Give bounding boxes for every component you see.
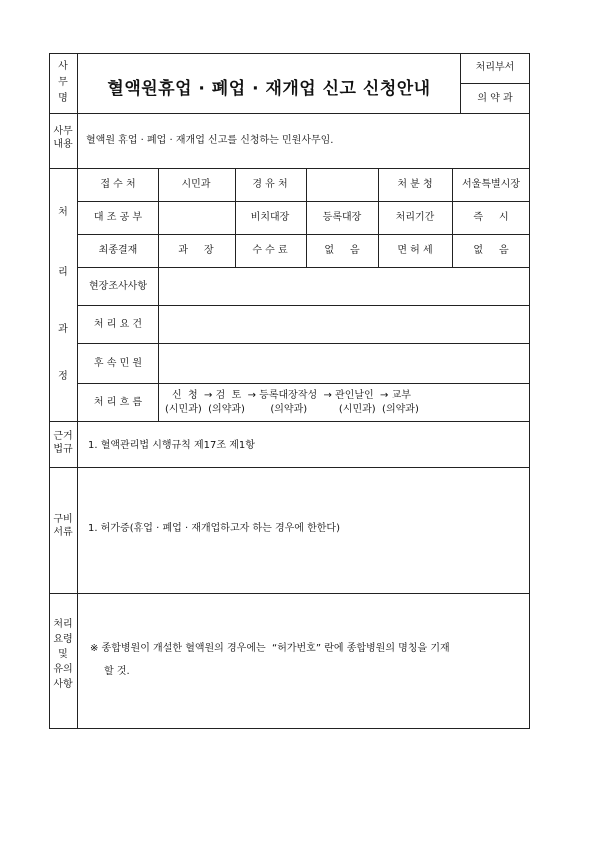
row-line-content	[49, 168, 530, 169]
process-row-3	[77, 267, 530, 268]
border-top	[49, 53, 530, 54]
process-row-1	[77, 201, 530, 202]
process-col-5	[452, 168, 453, 267]
basis-label: 근거 법규	[53, 431, 73, 455]
row-line-basis	[49, 467, 530, 468]
basis-text: 1. 혈액관리법 시행규칙 제17조 제1항	[88, 440, 255, 451]
row-line-header	[49, 113, 530, 114]
process-col-4	[378, 168, 379, 267]
book-label: 비치대장	[250, 212, 290, 223]
dept-label: 처리부서	[475, 62, 515, 73]
process-row-5	[77, 343, 530, 344]
content-label: 사무 내용	[53, 126, 73, 150]
flow-steps: 신 청 → 검 토 → 등록대장작성 → 관인날인 → 교부	[172, 390, 411, 401]
requirement-label: 처 리 요 건	[93, 319, 143, 330]
fee-label: 수 수 료	[252, 245, 288, 256]
reception-value: 시민과	[181, 179, 211, 190]
period-value: 즉 시	[473, 212, 509, 223]
process-col-2	[235, 168, 236, 267]
license-tax-label: 면 허 세	[397, 245, 433, 256]
reception-label: 접 수 처	[100, 179, 136, 190]
period-label: 처리기간	[395, 212, 435, 223]
dept-value: 의 약 과	[477, 93, 513, 104]
final-approval-value: 과 장	[178, 245, 214, 256]
ledger-label: 대 조 공 부	[93, 212, 143, 223]
process-row-6	[77, 383, 530, 384]
process-side-1: 처	[58, 207, 68, 218]
header-divider-left	[77, 53, 78, 729]
branch-label: 처 분 청	[397, 179, 433, 190]
process-side-4: 정	[58, 371, 68, 382]
process-side-2: 리	[58, 267, 68, 278]
header-dept-split	[460, 83, 530, 84]
branch-value: 서울특별시장	[462, 179, 520, 190]
via-label: 경 유 처	[252, 179, 288, 190]
documents-label: 구비 서류	[53, 514, 73, 538]
notes-line-1: ※ 종합병원이 개설한 혈액원의 경우에는 “허가번호” 란에 종합병원의 명칭을 기재	[90, 643, 450, 654]
page-title: 혈액원휴업 · 폐업 · 재개업 신고 신청안내	[107, 79, 431, 99]
flow-label: 처 리 흐 름	[93, 397, 143, 408]
notes-label: 처리 요령 및 유의 사항	[53, 619, 73, 690]
license-tax-value: 없 음	[473, 245, 509, 256]
border-right	[529, 53, 530, 729]
final-approval-label: 최종결재	[98, 245, 138, 256]
row-line-documents	[49, 593, 530, 594]
flow-departments: (시민과) (의약과) (의약과) (시민과) (의약과)	[165, 404, 419, 415]
border-bottom	[49, 728, 530, 729]
office-label: 사 무 명	[58, 61, 68, 104]
notes-line-2: 할 것.	[104, 666, 130, 677]
process-side-3: 과	[58, 324, 68, 335]
followup-label: 후 속 민 원	[93, 358, 143, 369]
content-text: 혈액원 휴업 · 폐업 · 재개업 신고를 신청하는 민원사무임.	[86, 135, 334, 146]
book-value: 등록대장	[322, 212, 362, 223]
process-row-4	[77, 305, 530, 306]
inspection-label: 현장조사사항	[89, 281, 147, 292]
documents-text: 1. 허가증(휴업 · 폐업 · 재개업하고자 하는 경우에 한한다)	[88, 523, 340, 534]
fee-value: 없 음	[324, 245, 360, 256]
border-left	[49, 53, 50, 729]
process-col-3	[306, 168, 307, 267]
process-row-2	[77, 234, 530, 235]
row-line-process	[49, 421, 530, 422]
